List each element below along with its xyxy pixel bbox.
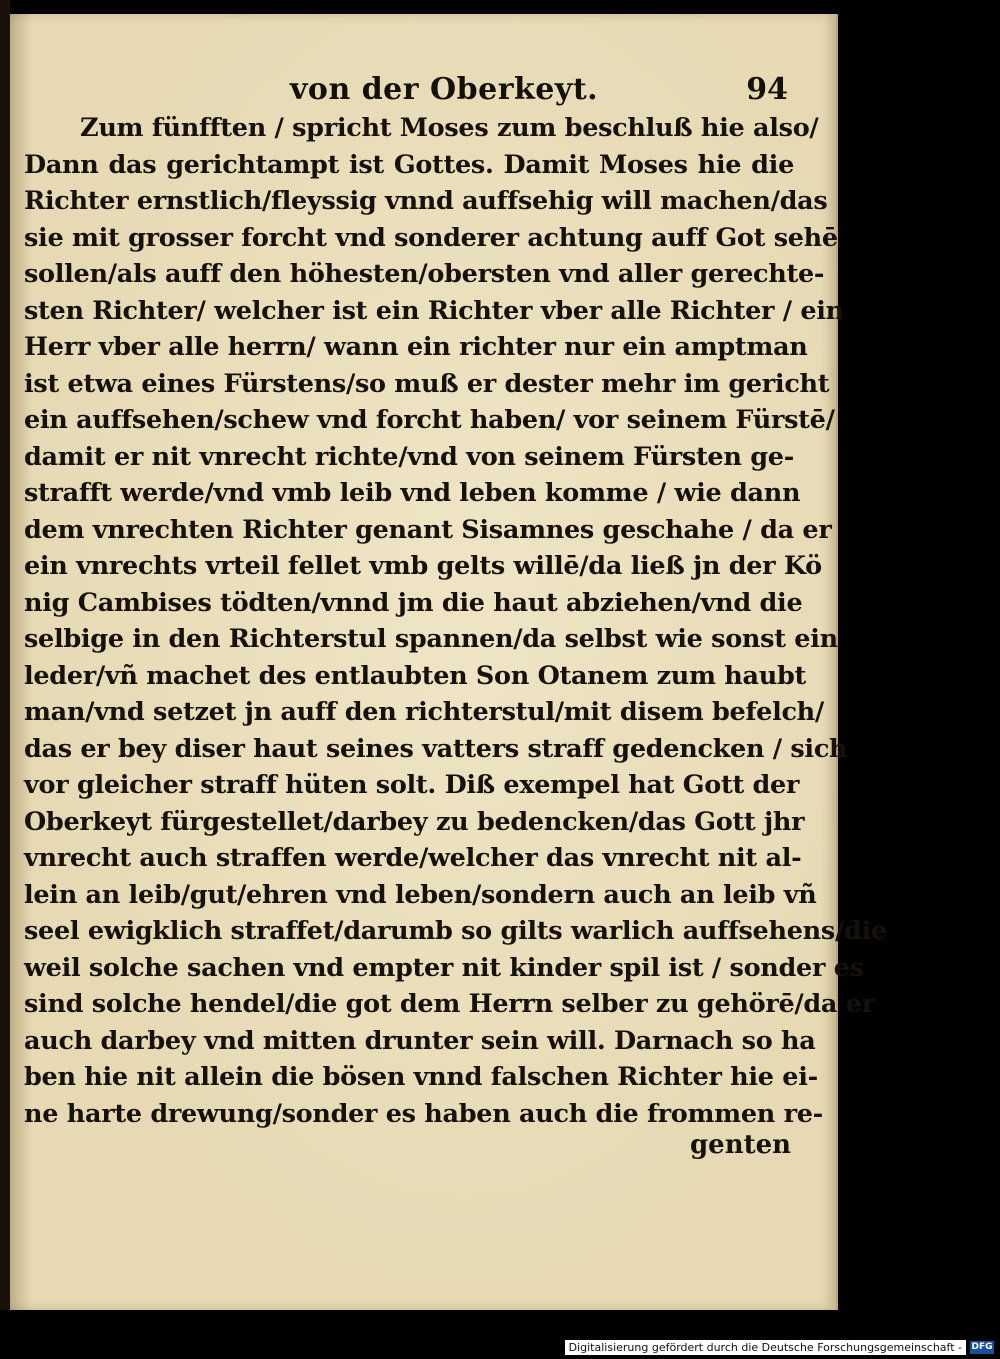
- text-line: ben hie nit allein die bösen vnnd falschen Richter hie ei-: [24, 1062, 818, 1092]
- text-line: das er bey diser haut seines vatters straff gedencken / sich: [24, 733, 848, 764]
- text-line: sten Richter/ welcher ist ein Richter vber alle Richter / ein: [24, 295, 844, 326]
- text-line: strafft werde/vnd vmb leib vnd leben komme / wie dann: [24, 478, 801, 508]
- text-line: Herr vber alle herrn/ wann ein richter nur ein amptman: [24, 332, 808, 362]
- running-head: [290, 68, 800, 112]
- text-line: Zum fünfften / spricht Moses zum beschluß hie also/: [80, 113, 819, 143]
- text-line: ne harte drewung/sonder es haben auch die frommen re-: [24, 1098, 823, 1129]
- text-line: sie mit grosser forcht vnd sonderer achtung auff Got sehē: [24, 222, 838, 253]
- ink-show-through: [34, 1166, 334, 1236]
- text-line: ist etwa eines Fürstens/so muß er dester mehr im gericht: [24, 368, 830, 399]
- text-line: vor gleicher straff hüten solt. Diß exempel hat Gott der: [24, 770, 800, 800]
- text-line: weil solche sachen vnd empter nit kinder spil ist / sonder es: [24, 952, 864, 983]
- text-line: selbige in den Richterstul spannen/da selbst wie sonst ein: [24, 624, 838, 654]
- text-line: sind solche hendel/die got dem Herrn selber zu gehörē/da er: [24, 989, 875, 1019]
- text-line: dem vnrechten Richter genant Sisamnes geschahe / da er: [24, 514, 832, 545]
- text-line: Richter ernstlich/fleyssig vnnd auffsehig will machen/das: [24, 186, 828, 216]
- running-title: von der Oberkeyt.: [290, 72, 599, 107]
- text-line: seel ewigklich straffet/darumb so gilts warlich auffsehens/die: [24, 916, 887, 946]
- dfg-credit-text: Digitalisierung gefördert durch die Deutsche Forschungsgemeinschaft -: [565, 1340, 966, 1355]
- footer-bar: [0, 1338, 1000, 1359]
- body-text: [24, 110, 887, 1132]
- text-line: nig Cambises tödten/vnnd jm die haut abziehen/vnd die: [24, 587, 803, 618]
- page-number: 94: [746, 72, 788, 107]
- text-line: lein an leib/gut/ehren vnd leben/sondern auch an leib vñ: [24, 879, 817, 910]
- binding-gutter: [0, 0, 10, 1310]
- text-line: Oberkeyt fürgestellet/darbey zu bedencken/das Gott jhr: [24, 806, 805, 837]
- text-line: man/vnd setzet jn auff den richterstul/mit disem befelch/: [24, 697, 824, 727]
- text-line: vnrecht auch straffen werde/welcher das vnrecht nit al-: [24, 843, 802, 873]
- dfg-logo-icon: DFG: [971, 1342, 993, 1352]
- text-line: ein vnrechts vrteil fellet vmb gelts willē/da ließ jn der Kö: [24, 551, 822, 581]
- text-line: Dann das gerichtampt ist Gottes. Damit Moses hie die: [24, 149, 794, 180]
- text-line: damit er nit vnrecht richte/vnd von seinem Fürsten ge-: [24, 441, 794, 472]
- text-line: ein auffsehen/schew vnd forcht haben/ vor seinem Fürstē/: [24, 405, 835, 435]
- text-line: auch darbey vnd mitten drunter sein will. Darnach so ha: [24, 1025, 816, 1056]
- text-line: leder/vñ machet des entlaubten Son Otanem zum haubt: [24, 660, 806, 691]
- catchword: genten: [690, 1130, 792, 1160]
- text-line: sollen/als auff den höhesten/obersten vnd aller gerechte-: [24, 259, 825, 289]
